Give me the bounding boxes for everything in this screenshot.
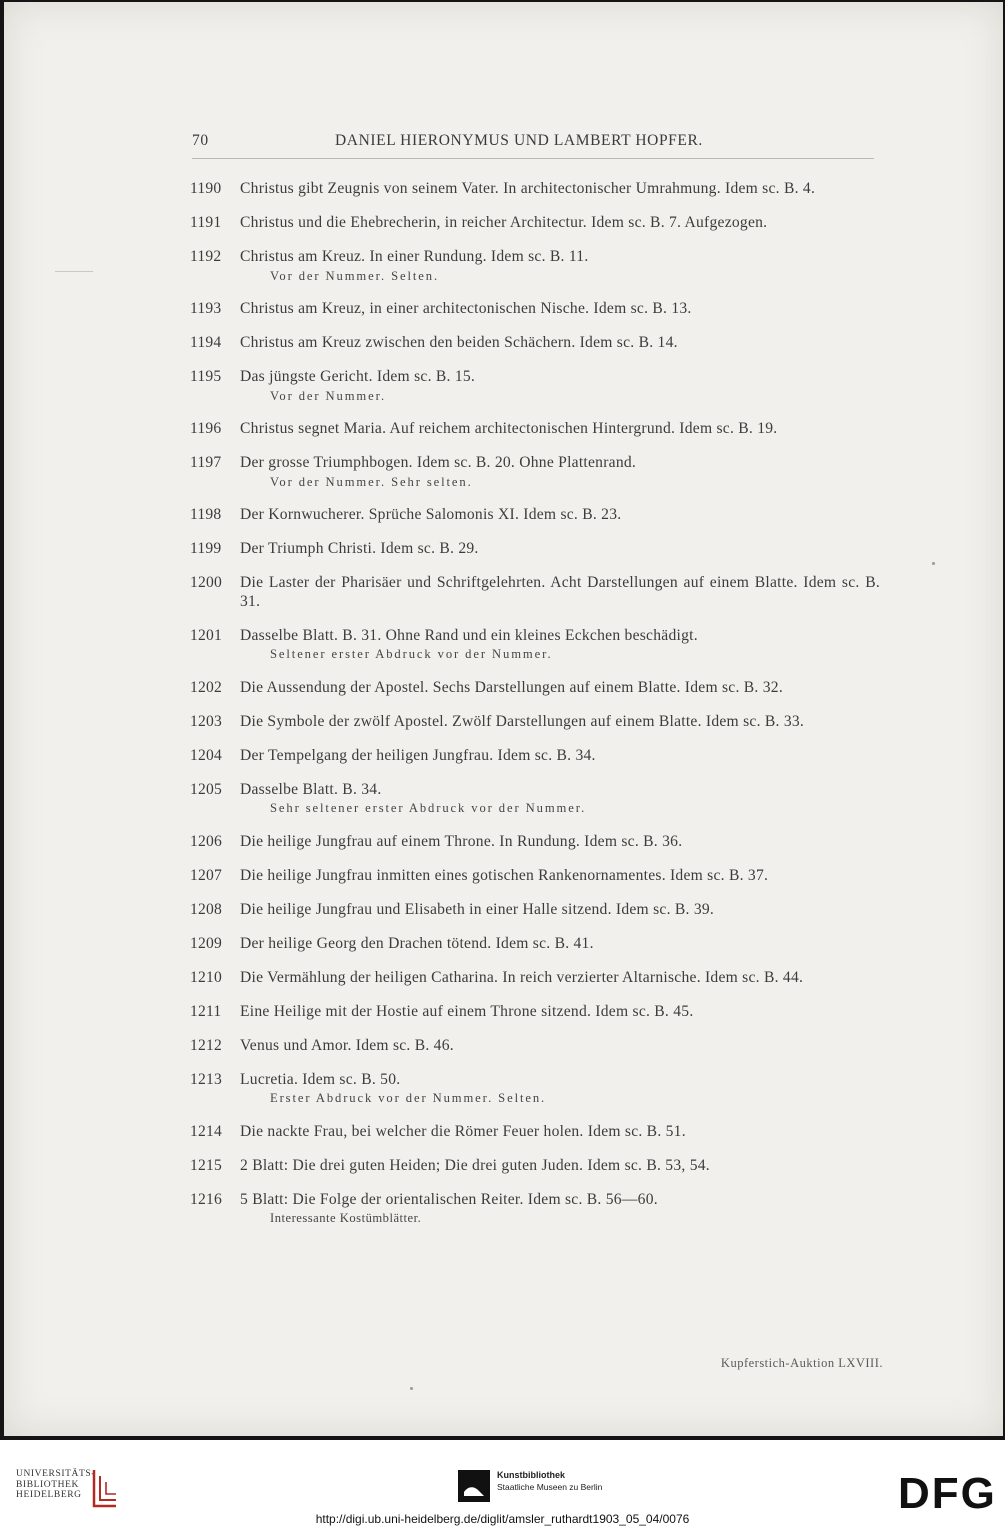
catalog-entry — [190, 781, 880, 818]
catalog-entry — [190, 935, 880, 954]
catalog-entry — [190, 420, 880, 439]
entry-number: 1209 — [190, 934, 222, 952]
entry-text: Der Tempelgang der heiligen Jungfrau. Idem sc. B. 34. — [240, 746, 596, 764]
entry-number: 1207 — [190, 866, 222, 884]
catalog-entry — [190, 1123, 880, 1142]
entry-note: Vor der Nummer. Selten. — [270, 268, 440, 283]
entry-number: 1213 — [190, 1070, 222, 1088]
entry-note: Vor der Nummer. — [270, 388, 387, 403]
entry-text: Das jüngste Gericht. Idem sc. B. 15. — [240, 368, 476, 385]
header-rule — [192, 158, 874, 159]
catalog-entry — [190, 334, 880, 353]
entry-number: 1192 — [190, 248, 222, 265]
university-line-3: HEIDELBERG — [16, 1490, 82, 1500]
catalog-entry — [190, 180, 880, 199]
university-library-logo[interactable] — [16, 1469, 95, 1501]
entry-text: Die Aussendung der Apostel. Sechs Darstellungen auf einem Blatte. Idem sc. B. 32. — [240, 678, 783, 696]
entry-number: 1208 — [190, 900, 222, 918]
entry-number: 1199 — [190, 540, 222, 557]
catalog-entry — [190, 901, 880, 920]
catalog-entry — [190, 248, 880, 285]
entry-note: Erster Abdruck vor der Nummer. Selten. — [270, 1091, 547, 1105]
entry-text: Der Kornwucherer. Sprüche Salomonis XI. Idem sc. B. 23. — [240, 506, 622, 523]
entry-text: Die nackte Frau, bei welcher die Römer Feuer holen. Idem sc. B. 51. — [240, 1122, 686, 1140]
entry-text: Der heilige Georg den Drachen tötend. Idem sc. B. 41. — [240, 934, 594, 952]
page-number: 70 — [192, 132, 209, 149]
entry-number: 1215 — [190, 1156, 222, 1174]
catalog-entry — [190, 713, 880, 732]
running-header — [192, 132, 874, 158]
university-line-2: BIBLIOTHEK — [16, 1479, 79, 1490]
entry-text: Christus gibt Zeugnis von seinem Vater. In architectonischer Umrahmung. Idem sc. B. 4. — [240, 180, 816, 197]
entry-number: 1210 — [190, 968, 222, 986]
entry-text: Christus und die Ehebrecherin, in reicher Architectur. Idem sc. B. 7. Aufgezogen. — [240, 214, 768, 231]
entry-text: Die heilige Jungfrau inmitten eines gotischen Rankenornamentes. Idem sc. B. 37. — [240, 866, 769, 884]
entry-number: 1194 — [190, 334, 222, 351]
catalog-entry — [190, 747, 880, 766]
entry-note: Vor der Nummer. Sehr selten. — [270, 474, 473, 489]
catalog-entry-list — [190, 180, 880, 1243]
entry-number: 1216 — [190, 1190, 222, 1208]
entry-text: Der grosse Triumphbogen. Idem sc. B. 20. Ohne Plattenrand. — [240, 454, 637, 471]
university-line-1: UNIVERSITÄTS- — [16, 1469, 96, 1479]
catalog-entry — [190, 1037, 880, 1056]
page-title: DANIEL HIERONYMUS UND LAMBERT HOPFER. — [335, 132, 703, 149]
entry-number: 1193 — [190, 300, 222, 317]
entry-text: Die Symbole der zwölf Apostel. Zwölf Darstellungen auf einem Blatte. Idem sc. B. 33. — [240, 712, 805, 730]
entry-number: 1202 — [190, 678, 222, 696]
entry-text: Die Vermählung der heiligen Catharina. In reich verzierter Altarnische. Idem sc. B. 44. — [240, 968, 804, 986]
entry-number: 1211 — [190, 1002, 222, 1020]
entry-text: Christus am Kreuz. In einer Rundung. Idem sc. B. 11. — [240, 248, 589, 265]
dfg-logo[interactable]: DFG — [898, 1469, 997, 1518]
entry-text: Der Triumph Christi. Idem sc. B. 29. — [240, 540, 479, 557]
entry-text: Lucretia. Idem sc. B. 50. — [240, 1070, 401, 1088]
kunstbibliothek-subtitle: Staatliche Museen zu Berlin — [497, 1482, 603, 1492]
entry-text: Dasselbe Blatt. B. 31. Ohne Rand und ein kleines Eckchen beschädigt. — [240, 626, 698, 644]
entry-number: 1196 — [190, 420, 222, 437]
entry-text: Christus segnet Maria. Auf reichem architectonischen Hintergrund. Idem sc. B. 19. — [240, 420, 778, 437]
kunstbibliothek-icon[interactable] — [458, 1470, 490, 1502]
catalog-entry — [190, 506, 880, 525]
catalog-entry — [190, 969, 880, 988]
catalog-entry — [190, 540, 880, 559]
catalog-entry — [190, 1003, 880, 1022]
catalog-entry — [190, 1071, 880, 1108]
entry-number: 1191 — [190, 214, 222, 231]
kunstbibliothek-title: Kunstbibliothek — [497, 1470, 565, 1480]
catalog-entry — [190, 214, 880, 233]
entry-number: 1190 — [190, 180, 222, 197]
entry-number: 1195 — [190, 368, 222, 385]
entry-number: 1200 — [190, 574, 222, 591]
entry-number: 1204 — [190, 746, 222, 764]
entry-text: Eine Heilige mit der Hostie auf einem Throne sitzend. Idem sc. B. 45. — [240, 1002, 694, 1020]
heidelberg-emblem-icon — [88, 1466, 122, 1510]
entry-text: Die heilige Jungfrau und Elisabeth in einer Halle sitzend. Idem sc. B. 39. — [240, 900, 715, 918]
entry-text: Die heilige Jungfrau auf einem Throne. In Rundung. Idem sc. B. 36. — [240, 832, 683, 850]
entry-number: 1212 — [190, 1036, 222, 1054]
margin-mark — [55, 271, 93, 272]
catalog-entry — [190, 300, 880, 319]
entry-number: 1203 — [190, 712, 222, 730]
catalog-entry — [190, 368, 880, 405]
catalog-entry — [190, 833, 880, 852]
speck — [932, 562, 935, 565]
auction-footer: Kupferstich-Auktion LXVIII. — [720, 1356, 883, 1370]
entry-number: 1197 — [190, 454, 222, 471]
catalog-entry — [190, 867, 880, 886]
entry-note: Sehr seltener erster Abdruck vor der Nummer. — [270, 801, 587, 815]
entry-note: Seltener erster Abdruck vor der Nummer. — [270, 647, 553, 661]
entry-text: 5 Blatt: Die Folge der orientalischen Reiter. Idem sc. B. 56—60. — [240, 1190, 658, 1208]
speck — [410, 1387, 413, 1390]
entry-number: 1201 — [190, 626, 222, 644]
entry-note: Interessante Kostümblätter. — [270, 1211, 422, 1225]
entry-text: Christus am Kreuz, in einer architectonischen Nische. Idem sc. B. 13. — [240, 300, 692, 317]
entry-text: Christus am Kreuz zwischen den beiden Schächern. Idem sc. B. 14. — [240, 334, 678, 351]
entry-text: Die Laster der Pharisäer und Schriftgelehrten. Acht Darstellungen auf einem Blatte. Idem sc. B. 31. — [240, 574, 880, 610]
catalog-entry — [190, 454, 880, 491]
catalog-entry — [190, 679, 880, 698]
entry-text: 2 Blatt: Die drei guten Heiden; Die drei guten Juden. Idem sc. B. 53, 54. — [240, 1156, 710, 1174]
catalog-entry — [190, 627, 880, 664]
catalog-entry — [190, 1191, 880, 1228]
entry-text: Dasselbe Blatt. B. 34. — [240, 780, 382, 798]
kunstbibliothek-label[interactable] — [497, 1469, 602, 1493]
entry-text: Venus und Amor. Idem sc. B. 46. — [240, 1036, 454, 1054]
entry-number: 1214 — [190, 1122, 222, 1140]
entry-number: 1205 — [190, 780, 222, 798]
entry-number: 1198 — [190, 506, 222, 523]
entry-number: 1206 — [190, 832, 222, 850]
catalog-entry — [190, 574, 880, 611]
permalink-url[interactable]: http://digi.ub.uni-heidelberg.de/diglit/amsler_ruthardt1903_05_04/0076 — [315, 1512, 690, 1526]
catalog-entry — [190, 1157, 880, 1176]
